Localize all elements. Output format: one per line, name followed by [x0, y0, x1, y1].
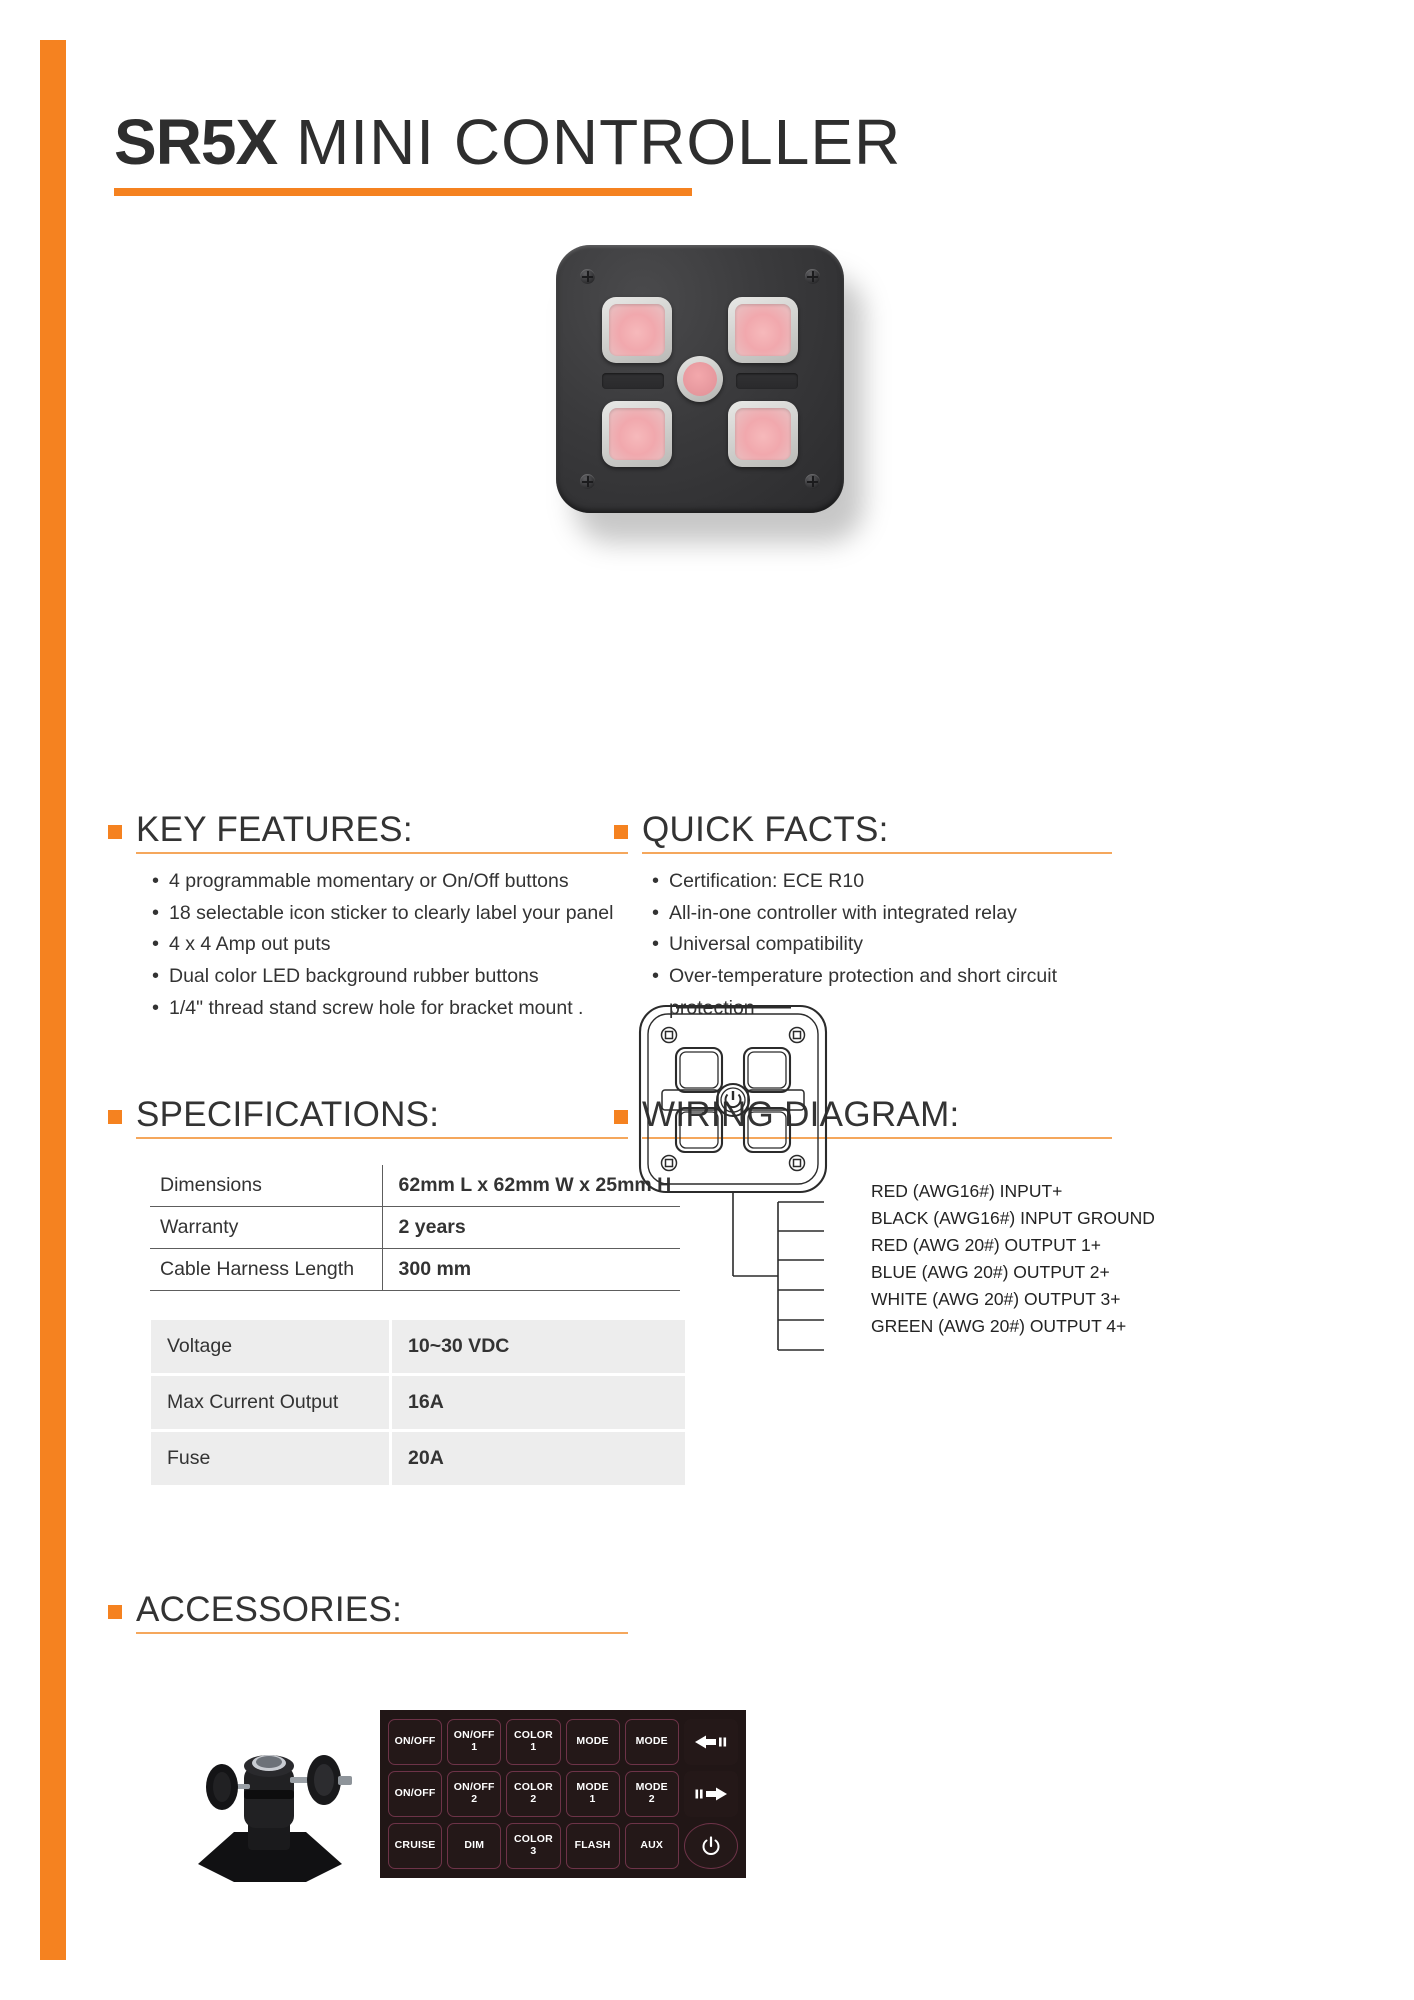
- product-title-rest: MINI CONTROLLER: [295, 106, 902, 178]
- accessories-heading-text: ACCESSORIES:: [136, 1590, 403, 1629]
- spec-key: Max Current Output: [151, 1376, 389, 1429]
- wire-label: WHITE (AWG 20#) OUTPUT 3+: [871, 1289, 1121, 1309]
- bullet-square-icon: [108, 1110, 122, 1124]
- table-row: [151, 1320, 685, 1373]
- sticker[interactable]: [447, 1771, 501, 1817]
- sticker[interactable]: [388, 1823, 442, 1869]
- sticker-label: AUX: [640, 1839, 664, 1852]
- spec-key: Dimensions: [150, 1165, 382, 1207]
- wire-label: RED (AWG16#) INPUT+: [871, 1181, 1063, 1201]
- electrical-specifications-table: [148, 1317, 688, 1488]
- hero-product-image: [556, 245, 866, 545]
- spec-value: 300 mm: [382, 1249, 680, 1291]
- wire-label: BLUE (AWG 20#) OUTPUT 2+: [871, 1262, 1110, 1282]
- sticker[interactable]: [447, 1823, 501, 1869]
- title-underline: [114, 188, 692, 196]
- label-strip: [736, 373, 798, 389]
- specifications-table: [150, 1165, 680, 1291]
- sticker[interactable]: [684, 1823, 738, 1869]
- sticker[interactable]: [506, 1823, 560, 1869]
- arrow-left-pause-icon: [693, 1734, 729, 1750]
- bracket-mount-image: [172, 1706, 368, 1902]
- wire-label: GREEN (AWG 20#) OUTPUT 4+: [871, 1316, 1127, 1336]
- list-item: • 4 programmable momentary or On/Off buttons: [152, 868, 628, 896]
- sticker-number: 2: [648, 1793, 655, 1805]
- list-item-continuation: protection: [669, 996, 755, 1019]
- wire-label: RED (AWG 20#) OUTPUT 1+: [871, 1235, 1101, 1255]
- sticker-label: ON/OFF: [394, 1787, 436, 1800]
- sticker[interactable]: [388, 1771, 442, 1817]
- spec-value: 20A: [392, 1432, 685, 1485]
- wiring-diagram-heading-text: WIRING DIAGRAM:: [642, 1095, 960, 1134]
- sticker-label: FLASH: [574, 1839, 611, 1852]
- sticker-label: ON/OFF: [453, 1729, 495, 1742]
- controller-body: [556, 245, 844, 513]
- power-icon: [700, 1835, 722, 1857]
- key-features-heading: [108, 810, 628, 850]
- page-header: [114, 106, 902, 178]
- specifications-heading-text: SPECIFICATIONS:: [136, 1095, 440, 1134]
- sticker-number: 2: [471, 1793, 478, 1805]
- sticker[interactable]: [388, 1719, 442, 1765]
- list-item: • All-in-one controller with integrated relay: [652, 900, 1114, 928]
- screw-icon: [580, 269, 595, 284]
- sticker-label: ON/OFF: [453, 1781, 495, 1794]
- icon-sticker-sheet: [380, 1710, 746, 1878]
- rubber-button: [602, 401, 672, 467]
- spec-key: Warranty: [150, 1207, 382, 1249]
- screw-icon: [805, 269, 820, 284]
- table-row: [150, 1165, 680, 1207]
- sticker-number: 1: [530, 1741, 537, 1753]
- sticker[interactable]: [684, 1771, 738, 1817]
- specifications-underline: [136, 1137, 628, 1139]
- spec-key: Fuse: [151, 1432, 389, 1485]
- sticker-label: COLOR: [513, 1781, 553, 1794]
- quick-facts-heading: [614, 810, 1114, 850]
- list-item: • 1/4" thread stand screw hole for bracket mount .: [152, 995, 628, 1023]
- sticker[interactable]: [447, 1719, 501, 1765]
- spec-key: Cable Harness Length: [150, 1249, 382, 1291]
- list-item: • Certification: ECE R10: [652, 868, 1114, 896]
- sticker-label: DIM: [464, 1839, 485, 1852]
- section-accessories: [108, 1590, 628, 1634]
- table-row: [150, 1249, 680, 1291]
- rubber-button: [728, 297, 798, 363]
- sticker[interactable]: [625, 1771, 679, 1817]
- sticker-label: MODE: [635, 1735, 668, 1748]
- page-content: [66, 0, 1414, 2000]
- list-item: • Universal compatibility: [652, 931, 1114, 959]
- rubber-button: [602, 297, 672, 363]
- spec-value: 62mm L x 62mm W x 25mm H: [382, 1165, 680, 1207]
- key-features-underline: [136, 852, 628, 854]
- accessories-heading: [108, 1590, 628, 1630]
- pause-arrow-right-icon: [693, 1786, 729, 1802]
- sticker-label: MODE: [576, 1735, 609, 1748]
- sticker-label: COLOR: [513, 1833, 553, 1846]
- sticker[interactable]: [684, 1719, 738, 1765]
- spec-value: 10~30 VDC: [392, 1320, 685, 1373]
- section-key-features: [108, 810, 628, 1026]
- list-item: • 4 x 4 Amp out puts: [152, 931, 628, 959]
- accessories-underline: [136, 1632, 628, 1634]
- quick-facts-heading-text: QUICK FACTS:: [642, 810, 889, 849]
- screw-icon: [805, 474, 820, 489]
- specifications-heading: [108, 1095, 628, 1135]
- spec-value: 16A: [392, 1376, 685, 1429]
- sticker-number: 3: [530, 1845, 537, 1857]
- spec-key: Voltage: [151, 1320, 389, 1373]
- table-row: [151, 1376, 685, 1429]
- bullet-square-icon: [614, 825, 628, 839]
- rubber-button: [728, 401, 798, 467]
- section-specifications: [108, 1095, 672, 1488]
- quick-facts-underline: [642, 852, 1112, 854]
- sticker[interactable]: [566, 1771, 620, 1817]
- bullet-square-icon: [108, 825, 122, 839]
- sticker-label: COLOR: [513, 1729, 553, 1742]
- sticker[interactable]: [566, 1719, 620, 1765]
- left-accent-bar: [40, 40, 66, 1960]
- list-item: • 18 selectable icon sticker to clearly label your panel: [152, 900, 628, 928]
- sticker[interactable]: [625, 1823, 679, 1869]
- sticker-label: MODE: [635, 1781, 668, 1794]
- label-strip: [602, 373, 664, 389]
- product-brand-name: SR5X: [114, 106, 278, 178]
- sticker-label: ON/OFF: [394, 1735, 436, 1748]
- sticker[interactable]: [625, 1719, 679, 1765]
- wire-label: BLACK (AWG16#) INPUT GROUND: [871, 1208, 1155, 1228]
- bullet-square-icon: [108, 1605, 122, 1619]
- key-features-list: [152, 868, 628, 1022]
- power-button: [677, 356, 723, 402]
- page-title: [114, 106, 902, 178]
- table-row: [150, 1207, 680, 1249]
- key-features-heading-text: KEY FEATURES:: [136, 810, 413, 849]
- table-row: [151, 1432, 685, 1485]
- sticker[interactable]: [566, 1823, 620, 1869]
- sticker-label: MODE: [576, 1781, 609, 1794]
- list-item: • Dual color LED background rubber buttons: [152, 963, 628, 991]
- sticker[interactable]: [506, 1719, 560, 1765]
- spec-value: 2 years: [382, 1207, 680, 1249]
- screw-icon: [580, 474, 595, 489]
- sticker[interactable]: [506, 1771, 560, 1817]
- sticker-number: 2: [530, 1793, 537, 1805]
- sticker-label: CRUISE: [394, 1839, 436, 1852]
- sticker-number: 1: [589, 1793, 596, 1805]
- sticker-number: 1: [471, 1741, 478, 1753]
- list-item: • Over-temperature protection and short circuit: [652, 963, 1114, 991]
- wiring-label-list: [871, 1178, 1155, 1340]
